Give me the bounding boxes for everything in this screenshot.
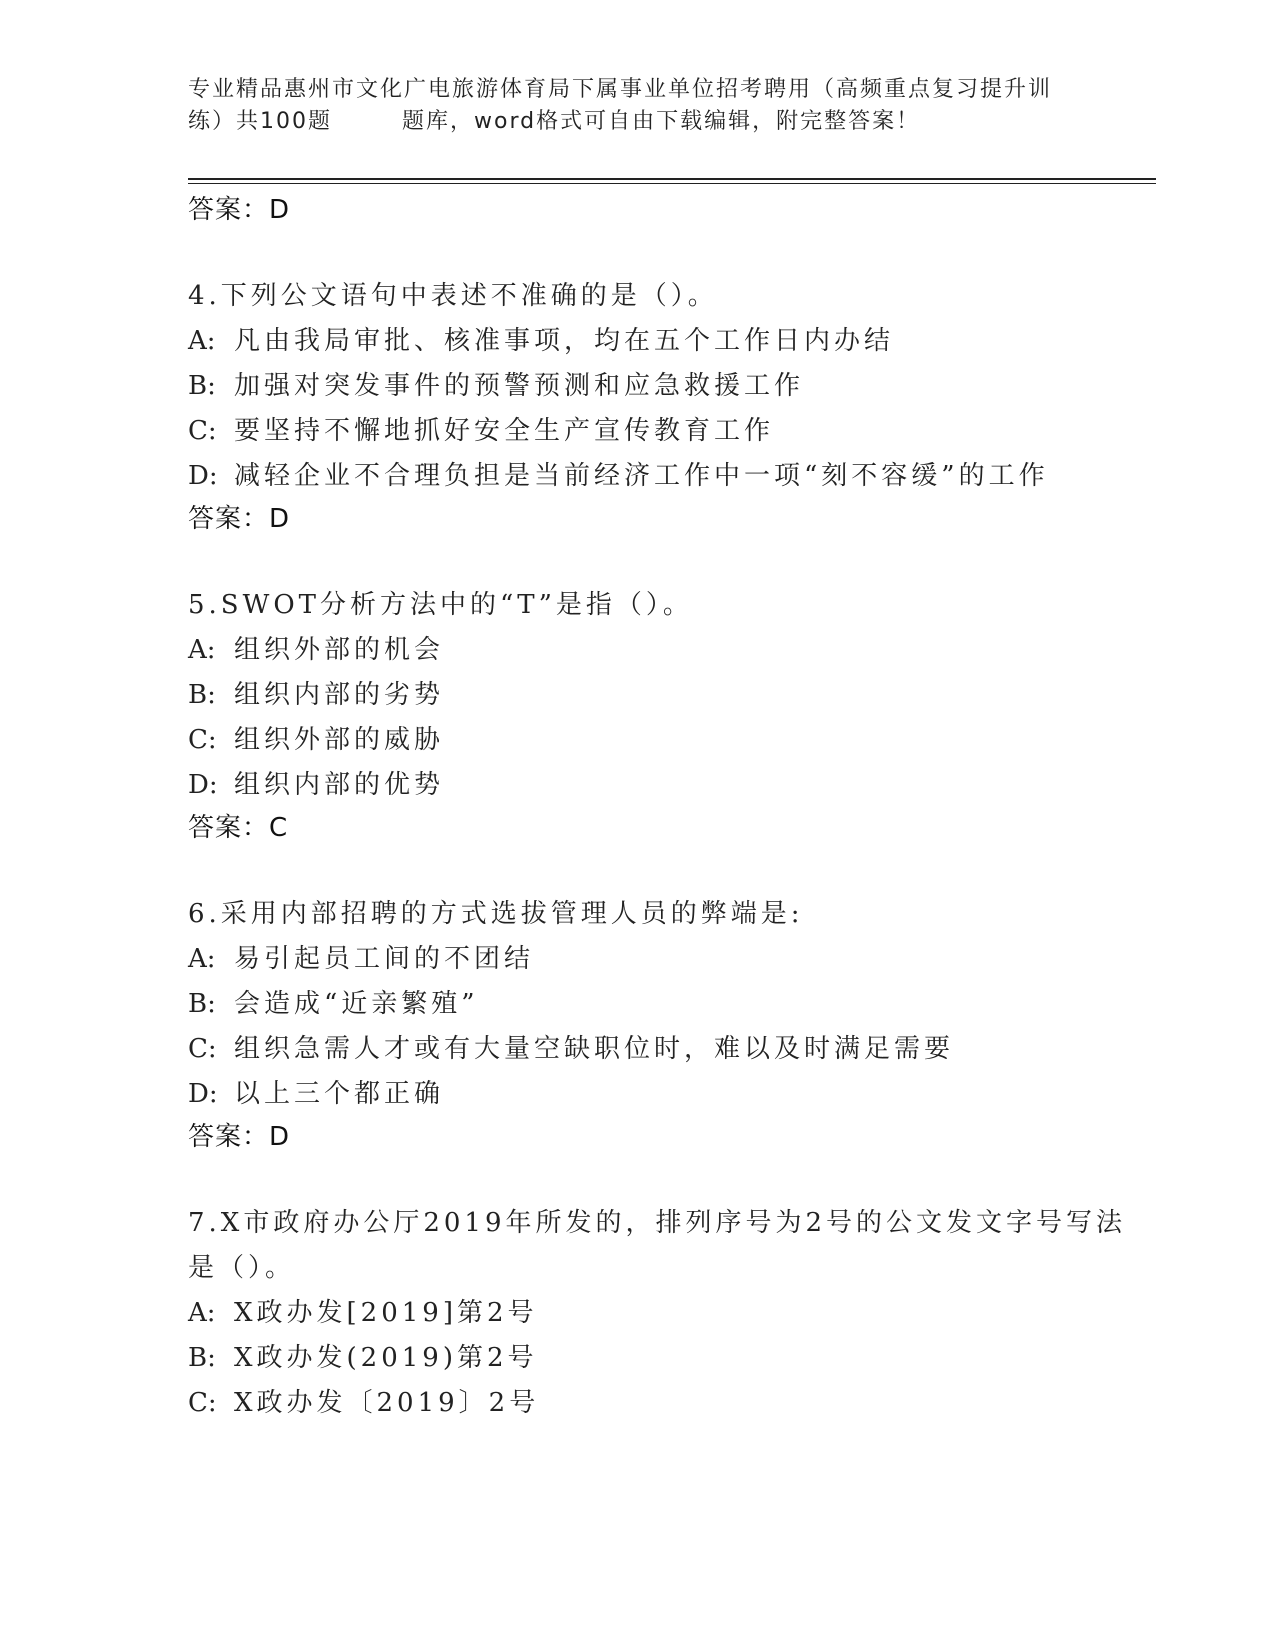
option-a [188, 319, 1138, 364]
option-text: 易引起员工间的不团结 [234, 944, 535, 974]
answer-line: 答案：D [188, 195, 291, 225]
option-text: 会造成“近亲繁殖” [234, 989, 479, 1019]
document-header [188, 74, 1088, 138]
option-text: 加强对突发事件的预警预测和应急救援工作 [234, 371, 805, 401]
option-text: X政办发[2019]第2号 [234, 1298, 538, 1328]
header-divider-thin [188, 183, 1156, 184]
option-letter: D: [188, 1079, 218, 1109]
answer-line: 答案：D [188, 504, 291, 534]
question-7 [188, 1201, 1138, 1426]
option-letter: B: [188, 680, 216, 710]
option-text: 组织急需人才或有大量空缺职位时，难以及时满足需要 [234, 1034, 955, 1064]
option-text: 要坚持不懈地抓好安全生产宣传教育工作 [234, 416, 775, 446]
option-letter: D: [188, 461, 218, 491]
answer-line: 答案：D [188, 1122, 291, 1152]
option-d [188, 1072, 1138, 1117]
question-text: 5.SWOT分析方法中的“T”是指（）。 [188, 590, 693, 620]
option-text: 组织内部的优势 [234, 770, 445, 800]
option-b [188, 364, 1138, 409]
answer-line: 答案：C [188, 813, 289, 843]
header-divider-thick [188, 178, 1156, 180]
option-a [188, 628, 1138, 673]
header-line-1: 专业精品惠州市文化广电旅游体育局下属事业单位招考聘用（高频重点复习提升训 [188, 77, 1053, 102]
option-text: 凡由我局审批、核准事项，均在五个工作日内办结 [234, 326, 895, 356]
option-text: X政办发〔2019〕2号 [234, 1388, 540, 1418]
option-a [188, 1291, 1138, 1336]
option-text: 减轻企业不合理负担是当前经济工作中一项“刻不容缓”的工作 [234, 461, 1049, 491]
document-body [188, 190, 1138, 1426]
option-a [188, 937, 1138, 982]
header-line-2 [188, 106, 1088, 138]
option-letter: C: [188, 1034, 217, 1064]
option-c [188, 1381, 1138, 1426]
option-b [188, 982, 1138, 1027]
option-d [188, 763, 1138, 808]
question-text: 6.采用内部招聘的方式选拔管理人员的弊端是: [188, 899, 804, 929]
header-line-2-left: 练）共100题 [188, 109, 332, 134]
question-text: 4.下列公文语句中表述不准确的是（）。 [188, 281, 718, 311]
option-text: 组织内部的劣势 [234, 680, 445, 710]
option-letter: C: [188, 725, 217, 755]
option-d [188, 454, 1138, 499]
option-letter: A: [188, 326, 216, 356]
question-4 [188, 274, 1138, 539]
option-letter: B: [188, 371, 216, 401]
option-c [188, 1027, 1138, 1072]
option-text: 以上三个都正确 [234, 1079, 445, 1109]
option-letter: C: [188, 416, 217, 446]
option-letter: B: [188, 1343, 216, 1373]
option-letter: C: [188, 1388, 217, 1418]
option-text: 组织外部的机会 [234, 635, 445, 665]
option-text: X政办发(2019)第2号 [234, 1343, 538, 1373]
option-letter: B: [188, 989, 216, 1019]
question-5 [188, 583, 1138, 848]
option-letter: D: [188, 770, 218, 800]
option-c [188, 718, 1138, 763]
option-text: 组织外部的威胁 [234, 725, 445, 755]
question-6 [188, 892, 1138, 1157]
option-b [188, 1336, 1138, 1381]
option-letter: A: [188, 1298, 216, 1328]
option-c [188, 409, 1138, 454]
question-text: 7.X市政府办公厅2019年所发的，排列序号为2号的公文发文字号写法是（）。 [188, 1208, 1127, 1283]
option-b [188, 673, 1138, 718]
option-letter: A: [188, 944, 216, 974]
option-letter: A: [188, 635, 216, 665]
header-line-2-right: 题库，word格式可自由下载编辑，附完整答案！ [402, 109, 921, 134]
